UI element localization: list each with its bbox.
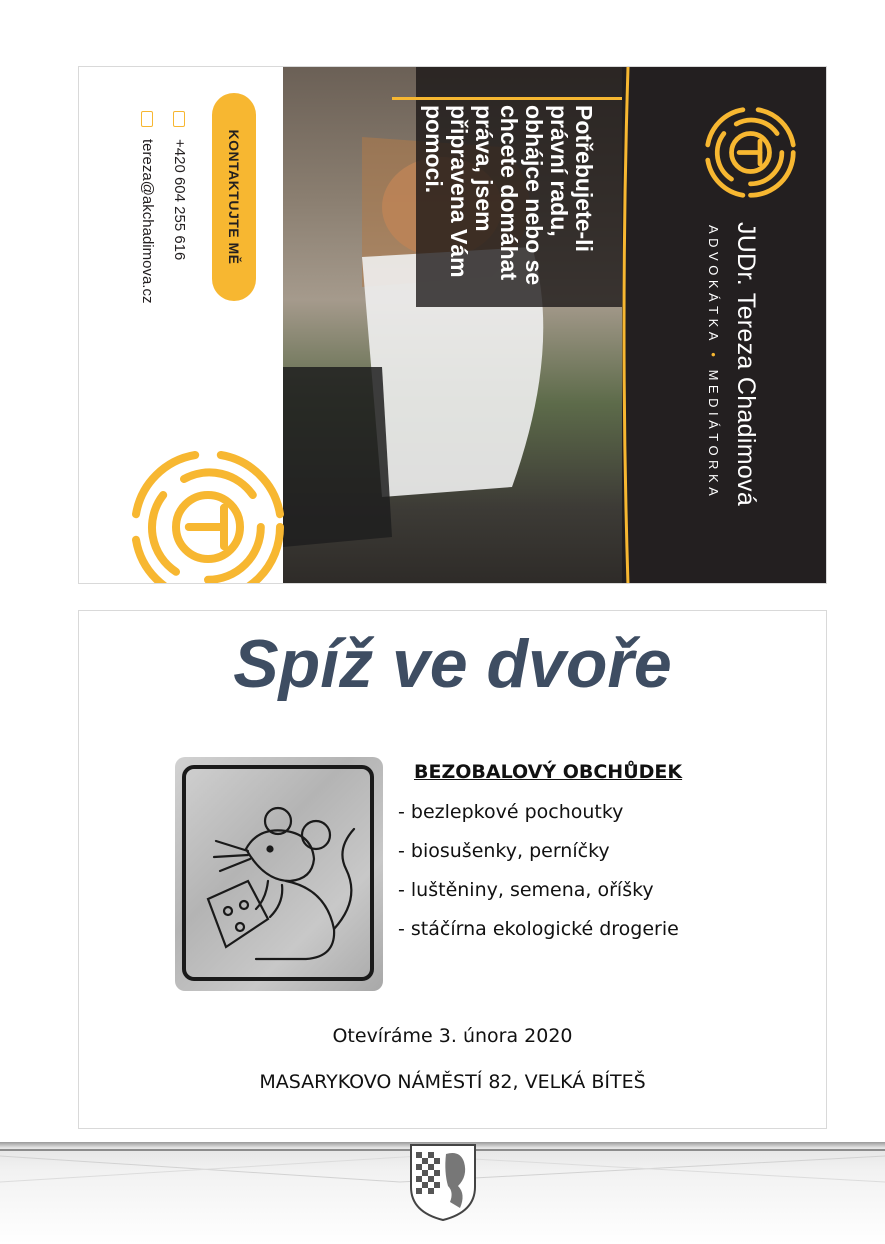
town-coat-of-arms-icon — [408, 1142, 478, 1222]
phone-row — [171, 111, 188, 260]
list-item: - bezlepkové pochoutky — [398, 801, 624, 823]
opening-date: Otevíráme 3. února 2020 — [332, 1025, 573, 1047]
lawyer-tagline: Potřebujete-li právní radu, obhájce nebo se chcete domáhat práva, jsem připravena Vám pomoci. — [421, 105, 597, 286]
list-item: - luštěniny, semena, oříšky — [398, 879, 654, 901]
lawyer-advertisement — [78, 66, 827, 584]
envelope-icon — [142, 111, 154, 127]
role-advocate: ADVOKÁTKA — [706, 225, 721, 345]
email-address[interactable]: tereza@akchadimova.cz — [139, 139, 156, 304]
shop-logo-plate — [175, 757, 383, 991]
role-mediator: MEDIÁTORKA — [706, 369, 721, 501]
lawyer-role — [706, 225, 721, 500]
tagline-accent-line — [392, 97, 622, 100]
chadimova-logo-icon — [703, 105, 798, 200]
chadimova-logo-watermark-icon — [128, 447, 288, 584]
shop-heading: BEZOBALOVÝ OBCHŮDEK — [414, 761, 683, 783]
role-separator: • — [706, 352, 721, 362]
email-row — [139, 111, 156, 303]
contact-me-button[interactable]: KONTAKTUJTE MĚ — [212, 93, 256, 301]
shop-advertisement — [78, 610, 827, 1129]
list-item: - stáčírna ekologické drogerie — [398, 918, 679, 940]
shop-address: MASARYKOVO NÁMĚSTÍ 82, VELKÁ BÍTEŠ — [259, 1071, 646, 1093]
mouse-with-cheese-icon — [186, 769, 370, 977]
plate-frame — [182, 765, 374, 981]
phone-number[interactable]: +420 604 255 616 — [171, 139, 188, 261]
lawyer-name: JUDr. Tereza Chadimová — [732, 222, 760, 507]
list-item: - biosušenky, perníčky — [398, 840, 610, 862]
shop-title: Spíž ve dvoře — [233, 626, 672, 702]
shop-offer-list — [398, 761, 682, 957]
phone-icon — [174, 111, 186, 127]
